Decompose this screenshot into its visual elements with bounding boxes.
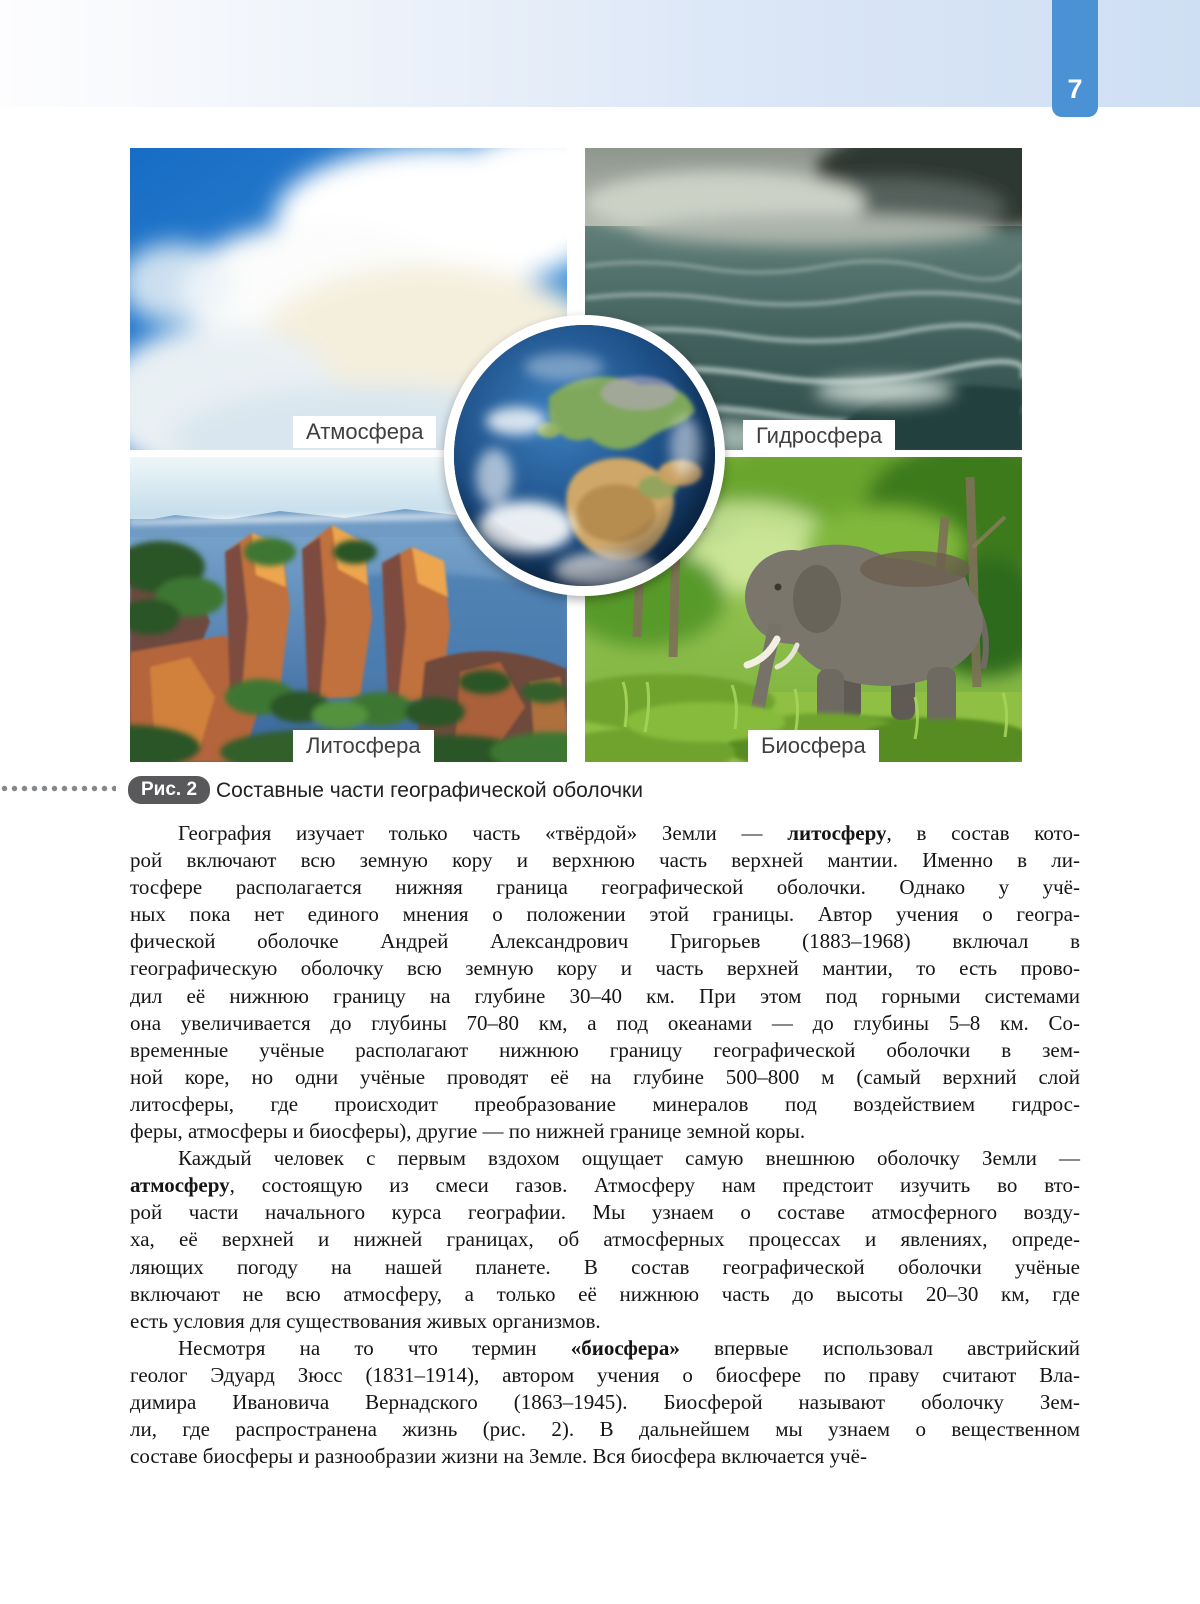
photo-label-biosphere: Биосфера [748,730,879,762]
text-line: включают не всю атмосферу, а только её нижнюю часть до высоты 20–30 км, где [130,1281,1080,1306]
text-line: есть условия для существования живых организмов. [130,1308,601,1333]
text-line: димира Ивановича Вернадского (1863–1945). Биосферой называют оболочку Зем- [130,1389,1080,1414]
photo-label-lithosphere: Литосфера [293,730,434,762]
figure-caption: Составные части географической оболочки [216,779,643,802]
text-line: География изучает только часть «твёрдой» Земли — литосферу, в состав кото- [178,821,1080,845]
text-line: рой части начального курса географии. Мы узнаем о составе атмосферного возду- [130,1200,1080,1225]
earth-globe-icon [444,315,725,596]
figure-2 [130,148,1022,762]
dotted-leader [0,784,116,793]
text-line: геолог Эдуард Зюсс (1831–1914), автором учения о биосфере по праву считают Вла- [130,1362,1080,1387]
figure-badge: Рис. 2 [128,776,210,804]
article [130,820,1080,1470]
text-line: составе биосферы и разнообразии жизни на Земле. Вся биосфера включается учё- [130,1444,867,1469]
text-line: тосфере располагается нижняя граница географической оболочки. Однако у учё- [130,875,1080,900]
text-line: атмосферу, состоящую из смеси газов. Атмосферу нам предстоит изучить во вто- [130,1173,1080,1198]
page-number: 7 [1067,74,1083,104]
text-line: она увеличивается до глубины 70–80 км, а под океанами — до глубины 5–8 км. Со- [130,1010,1080,1035]
text-line: ха, её верхней и нижней границах, об атмосферных процессах и явлениях, опреде- [130,1227,1080,1252]
text-line: ной коре, но одни учёные проводят её на глубине 500–800 м (самый верхний слой [130,1064,1080,1089]
text-line: временные учёные располагают нижнюю границу географической оболочки в зем- [130,1037,1080,1062]
text-line: фической оболочке Андрей Александрович Григорьев (1883–1968) включал в [130,929,1080,954]
text-line: ных пока нет единого мнения о положении этой границы. Автор учения о геогра- [130,902,1080,927]
text-line: дил её нижнюю границу на глубине 30–40 км. При этом под горными системами [130,983,1080,1008]
text-line: ляющих погоду на нашей планете. В состав географической оболочки учёные [130,1254,1080,1279]
photo-label-atmosphere: Атмосфера [293,416,436,448]
text-line: Несмотря на то что термин «биосфера» впервые использовал австрийский [178,1335,1080,1360]
page-number-tab [1052,0,1098,117]
text-line: географическую оболочку всю земную кору и часть верхней мантии, то есть прово- [130,956,1080,981]
text-line: феры, атмосферы и биосферы), другие — по нижней границе земной коры. [130,1119,806,1144]
text-line: ли, где распространена жизнь (рис. 2). В дальнейшем мы узнаем о вещественном [130,1417,1080,1442]
header-band [0,0,1200,107]
text-line: Каждый человек с первым вздохом ощущает самую внешнюю оболочку Земли — [178,1146,1080,1171]
text-line: рой включают всю земную кору и верхнюю часть верхней мантии. Именно в ли- [130,848,1080,873]
text-line: литосферы, где происходит преобразование минералов под воздействием гидрос- [130,1091,1080,1116]
photo-label-hydrosphere: Гидросфера [743,420,895,452]
